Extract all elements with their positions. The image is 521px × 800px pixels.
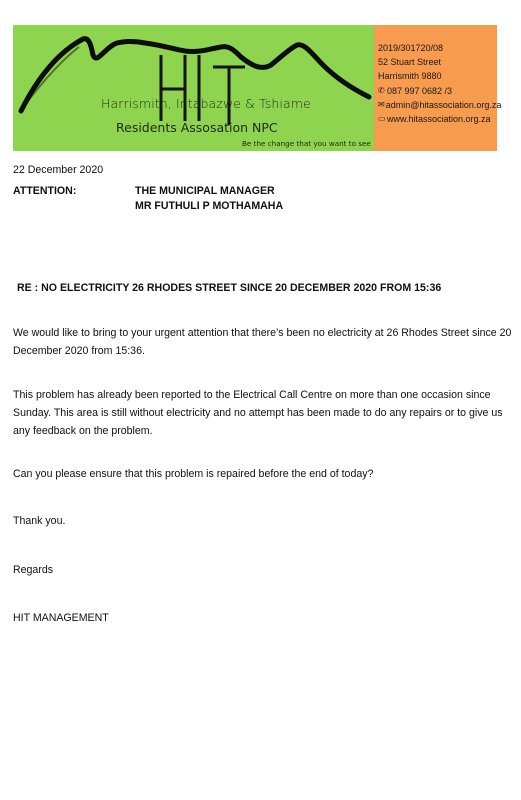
- letterhead-contact-panel: [374, 25, 502, 151]
- attention-label: ATTENTION:: [13, 185, 77, 197]
- tagline: Be the change that you want to see: [242, 139, 371, 148]
- subject-line: RE : NO ELECTRICITY 26 RHODES STREET SINCE 20 DECEMBER 2020 FROM 15:36: [17, 282, 442, 294]
- org-name-line1: Harrismith, Intabazwe & Tshiame: [101, 96, 311, 111]
- signoff: HIT MANAGEMENT: [13, 612, 109, 624]
- phone-icon: ✆: [378, 85, 385, 95]
- phone-number: 087 997 0682 /3: [387, 85, 453, 96]
- letterhead: [13, 25, 502, 151]
- paragraph-1: We would like to bring to your urgent attention that there’s been no electricity at 26 Rhodes Street since 20 December 2020 from 15:36.: [13, 327, 512, 357]
- street-address: 52 Stuart Street: [378, 57, 442, 68]
- hit-monogram: [161, 55, 245, 125]
- letter-date: 22 December 2020: [13, 164, 104, 176]
- attention-recipient-title: THE MUNICIPAL MANAGER: [135, 185, 275, 197]
- web-icon: ▭: [378, 114, 386, 124]
- phone-line: [378, 84, 497, 98]
- town-address: Harrismith 9880: [378, 71, 442, 82]
- website-line: [378, 112, 497, 126]
- email-icon: ✉: [378, 99, 385, 109]
- closing-regards: Regards: [13, 564, 54, 576]
- paragraph-2: This problem has already been reported to the Electrical Call Centre on more than one occasion since Sunday. This area is still without electricity and no attempt has been made to do any repairs or to give us any feedback on the problem.: [13, 389, 503, 437]
- email-line: [378, 98, 502, 112]
- paragraph-3: Can you please ensure that this problem is repaired before the end of today?: [13, 468, 374, 480]
- reg-number: 2019/301720/08: [378, 43, 444, 53]
- email-address[interactable]: admin@hitassociation.org.za: [385, 99, 502, 110]
- attention-recipient-name: MR FUTHULI P MOTHAMAHA: [135, 200, 284, 212]
- org-name-line2: Residents Assosation NPC: [116, 120, 278, 135]
- website-address[interactable]: www.hitassociation.org.za: [387, 114, 491, 125]
- letterhead-logo-panel: [13, 25, 374, 151]
- closing-thanks: Thank you.: [13, 515, 66, 527]
